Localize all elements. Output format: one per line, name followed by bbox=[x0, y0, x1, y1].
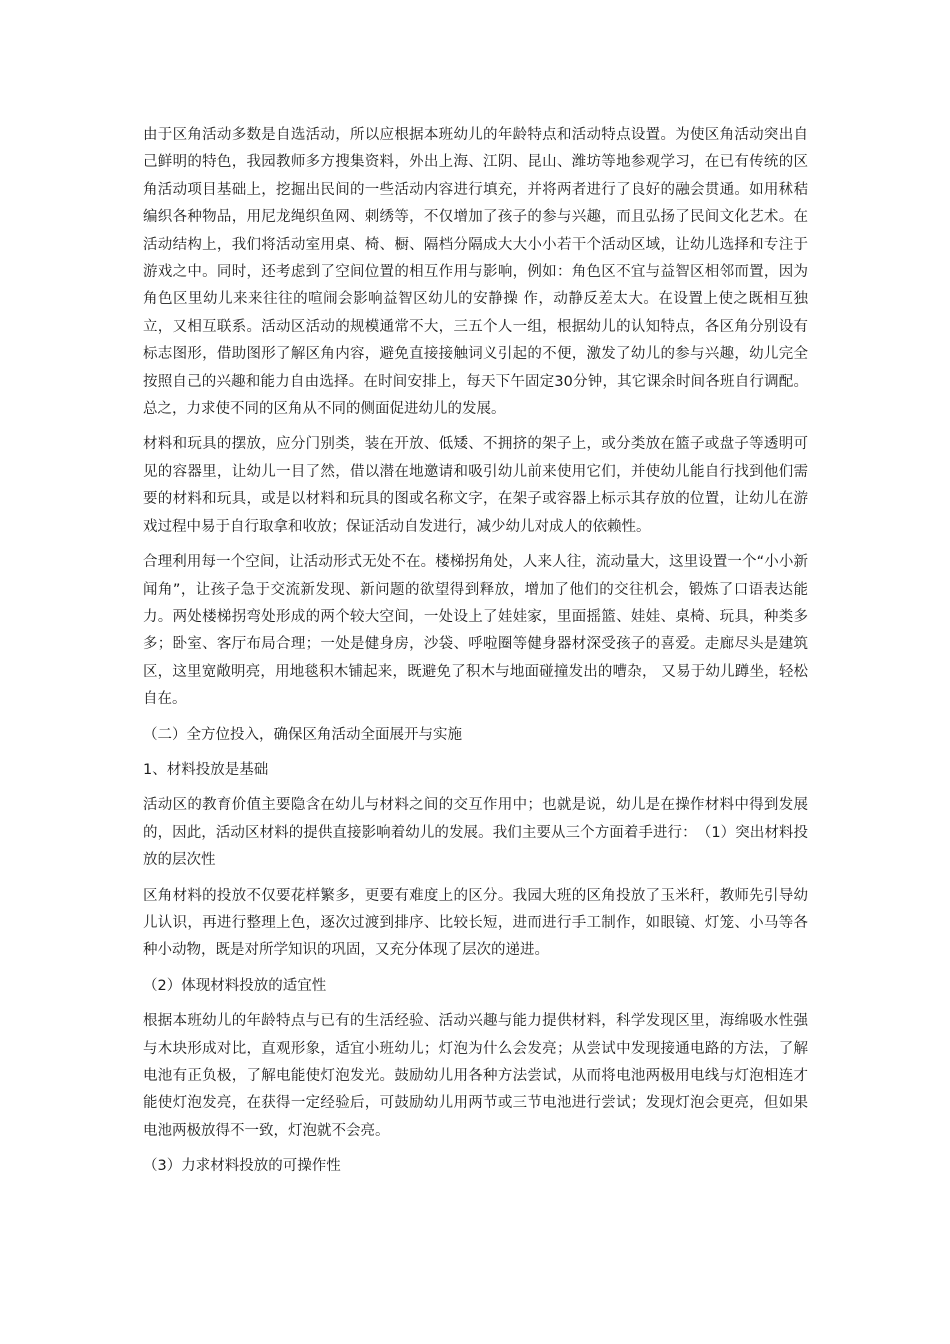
paragraph-material-levels: 区角材料的投放不仅要花样繁多，更要有难度上的区分。我园大班的区角投放了玉米秆，教师先引导幼儿认识，再进行整理上色，逐次过渡到排序、比较长短，进而进行手工制作，如眼镜、灯笼、小马等各种小动物，既是对所学知识的巩固，又充分体现了层次的递进。 bbox=[143, 887, 808, 959]
paragraph-corner-activity-setup: 由于区角活动多数是自选活动，所以应根据本班幼儿的年龄特点和活动特点设置。为使区角活动突出自己鲜明的特色，我园教师多方搜集资料，外出上海、江阴、昆山、潍坊等地参观学习，在已有传统的区角活动项目基础上，挖掘出民间的一些活动内容进行填充，并将两者进行了良好的融会贯通。如用秫秸编织各种物品，用尼龙绳织鱼网、刺绣等，不仅增加了孩子的参与兴趣，而且弘扬了民间文化艺术。在活动结构上，我们将活动室用桌、椅、橱、隔档分隔成大大小小若干个活动区域，让幼儿选择和专注于游戏之中。同时，还考虑到了空间位置的相互作用与影响，例如：角色区不宜与益智区相邻而置，因为角色区里幼儿来来往往的喧闹会影响益智区幼儿的安静操 作，动静反差太大。在设置上使之既相互独立，又相互联系。活动区活动的规模通常不大，三五个人一组，根据幼儿的认知特点，各区角分别设有标志图形，借助图形了解区角内容，避免直接接触词义引起的不便，激发了幼儿的参与兴趣，幼儿完全按照自己的兴趣和能力自由选择。在时间安排上，每天下午固定30分钟，其它课余时间各班自行调配。总之，力求使不同的区角从不同的侧面促进幼儿的发展。 bbox=[143, 127, 808, 418]
paragraph-suitability-example: 根据本班幼儿的年龄特点与已有的生活经验、活动兴趣与能力提供材料，科学发现区里，海绵吸水性强与木块形成对比，直观形象，适宜小班幼儿；灯泡为什么会发亮；从尝试中发现接通电路的方法，了解电池有正负极，了解电能使灯泡发光。鼓励幼儿用各种方法尝试，从而将电池两极用电线与灯泡相连才能使灯泡发亮，在获得一定经验后，可鼓励幼儿用两节或三节电池进行尝试；发现灯泡会更亮，但如果电池两极放得不一致，灯泡就不会亮。 bbox=[143, 1013, 808, 1139]
section-heading-full-investment: （二）全方位投入，确保区角活动全面展开与实施 bbox=[143, 726, 462, 743]
subheading-material-basis: 1、材料投放是基础 bbox=[143, 761, 269, 778]
paragraph-space-usage: 合理利用每一个空间，让活动形式无处不在。楼梯拐角处，人来人往，流动量大，这里设置一个“小小新闻角”，让孩子急于交流新发现、新问题的欲望得到释放，增加了他们的交往机会，锻炼了口语表达能力。两处楼梯拐弯处形成的两个较大空间，一处设上了娃娃家，里面摇篮、娃娃、桌椅、玩具，种类多多；卧室、客厅布局合理；一处是健身房，沙袋、呼啦圈等健身器材深受孩子的喜爱。走廊尽头是建筑区，这里宽敞明亮，用地毯积木铺起来，既避免了积木与地面碰撞发出的嘈杂， 又易于幼儿蹲坐，轻松自在。 bbox=[143, 554, 808, 708]
paragraph-educational-value: 活动区的教育价值主要隐含在幼儿与材料之间的交互作用中；也就是说，幼儿是在操作材料中得到发展的，因此，活动区材料的提供直接影响着幼儿的发展。我们主要从三个方面着手进行： （1）突出材料投放的层次性 bbox=[143, 797, 808, 869]
subheading-material-operability: （3）力求材料投放的可操作性 bbox=[143, 1158, 341, 1175]
document-body bbox=[143, 122, 808, 1189]
subheading-material-suitability: （2）体现材料投放的适宜性 bbox=[143, 977, 327, 994]
paragraph-material-placement: 材料和玩具的摆放，应分门别类，装在开放、低矮、不拥挤的架子上，或分类放在篮子或盘子等透明可见的容器里，让幼儿一目了然，借以潜在地邀请和吸引幼儿前来使用它们，并使幼儿能自行找到他们需要的材料和玩具，或是以材料和玩具的图或名称文字，在架子或容器上标示其存放的位置，让幼儿在游戏过程中易于自行取拿和收放；保证活动自发进行，减少幼儿对成人的依赖性。 bbox=[143, 436, 808, 535]
